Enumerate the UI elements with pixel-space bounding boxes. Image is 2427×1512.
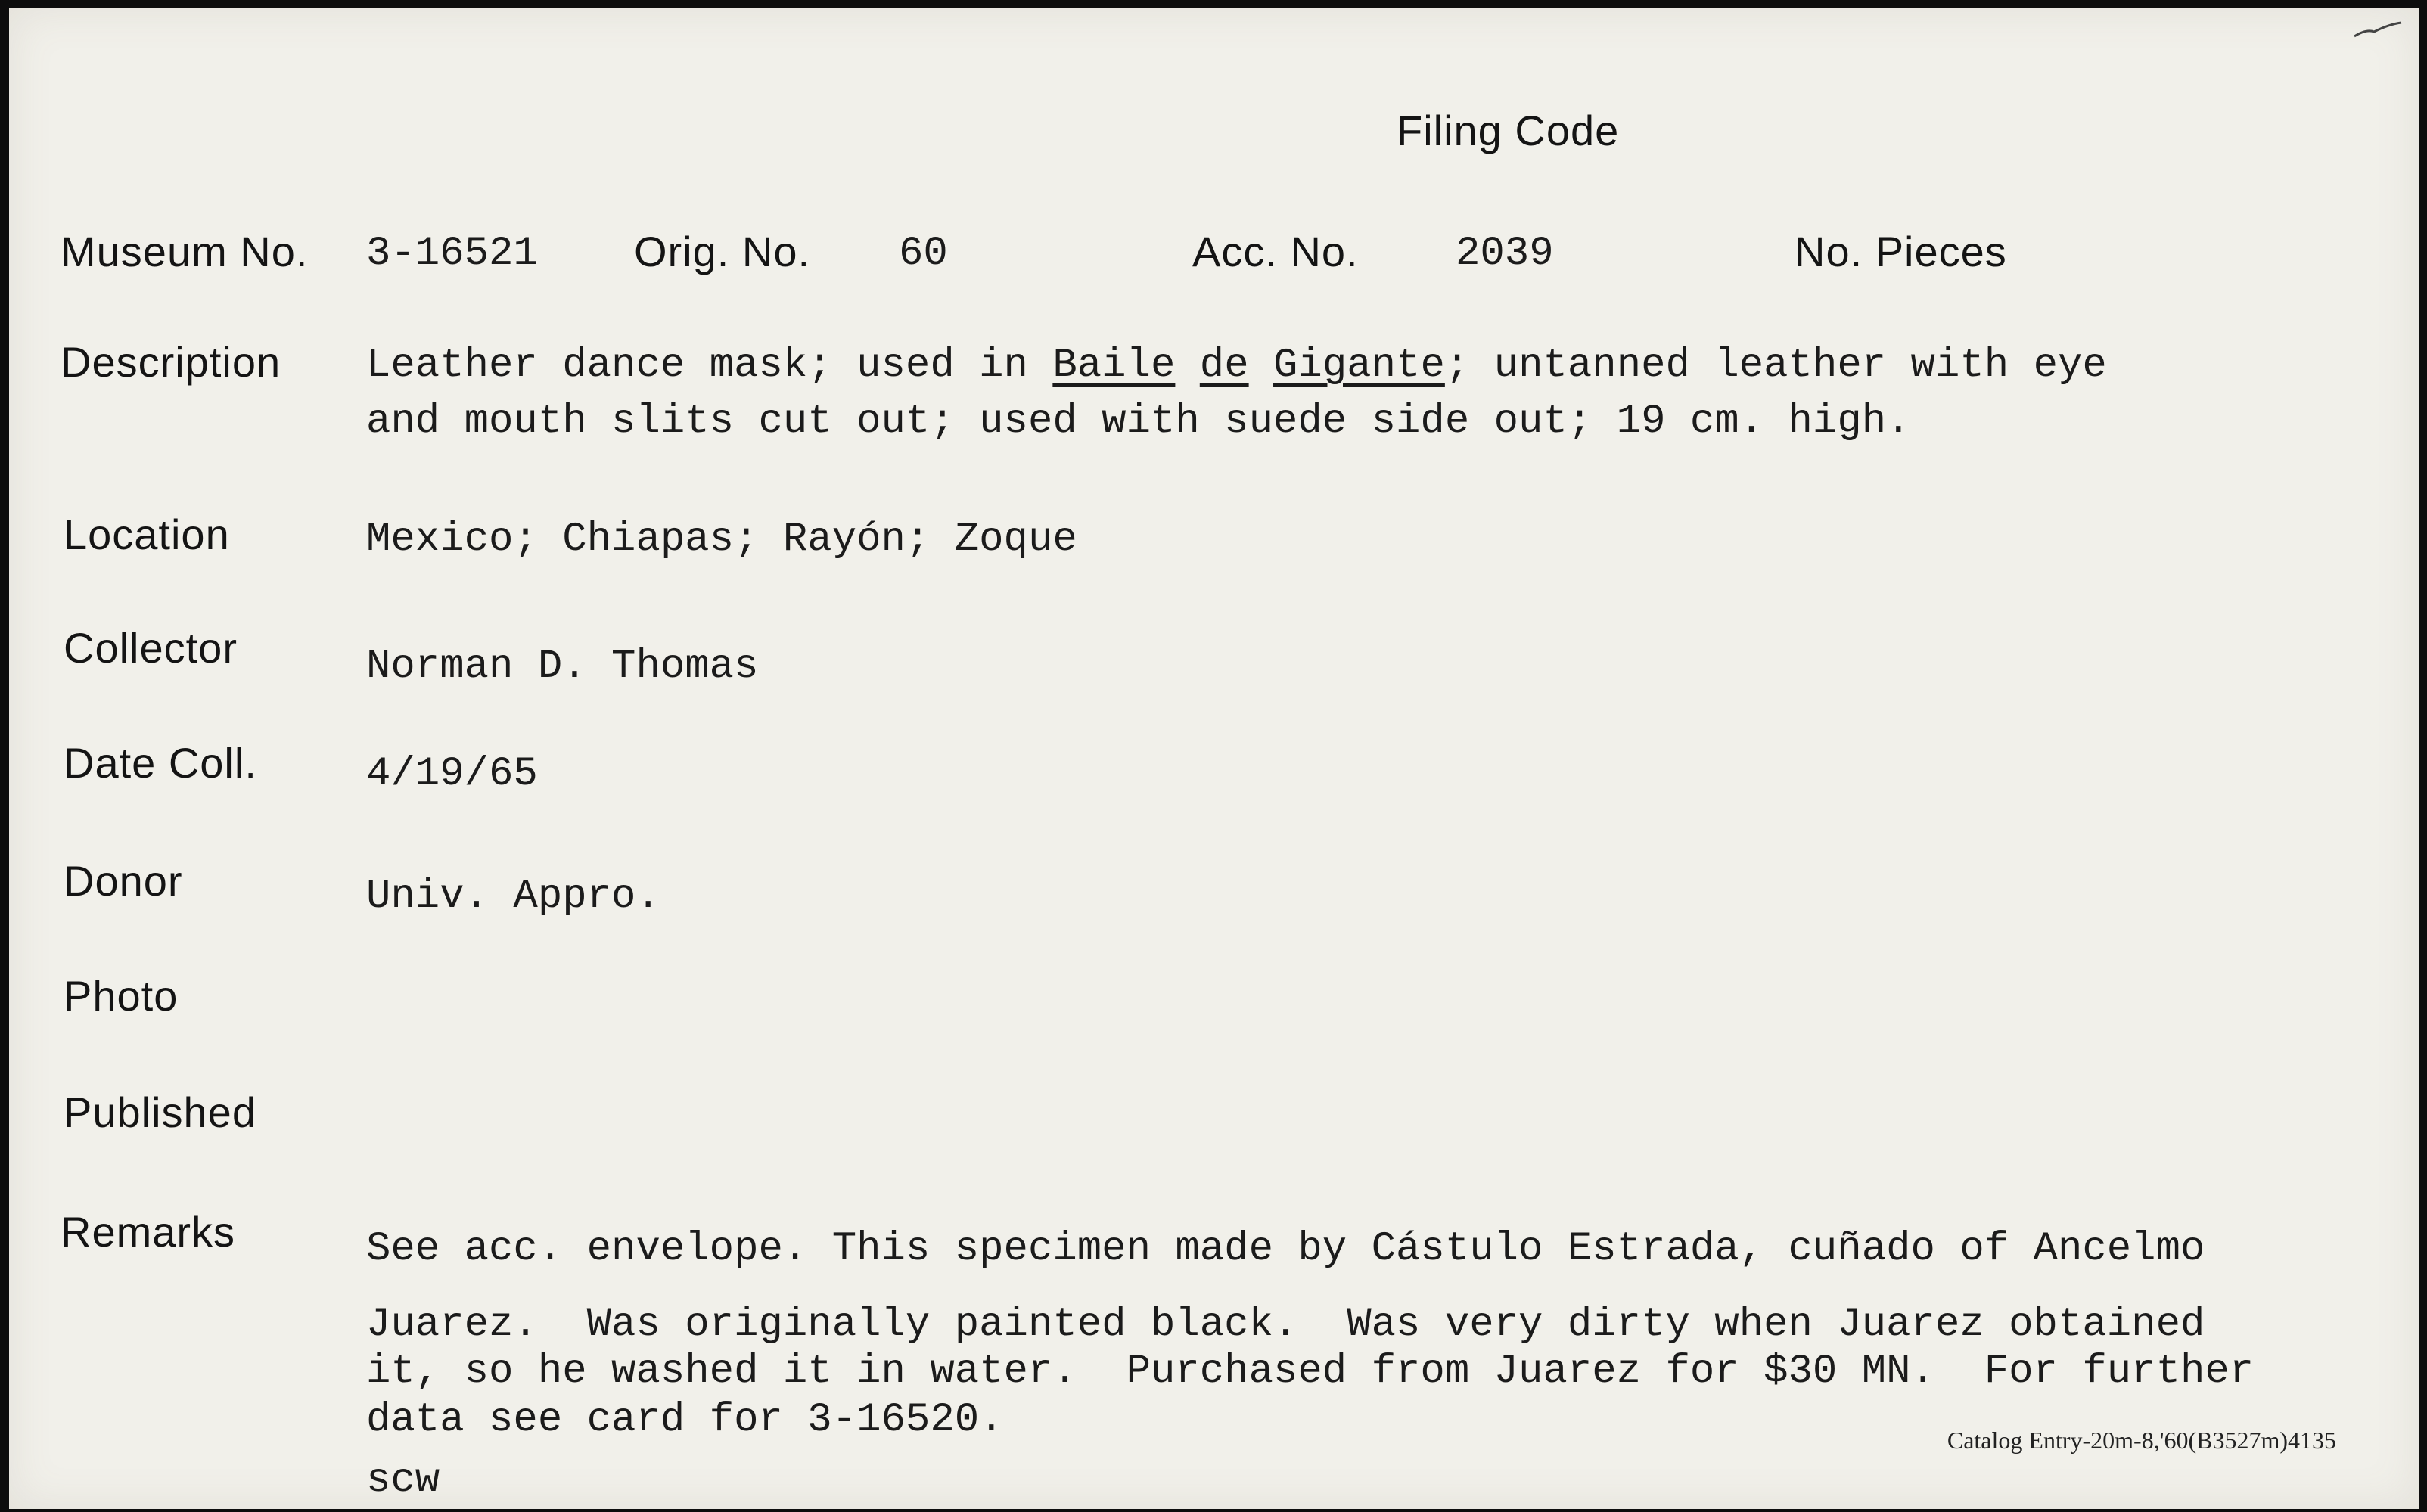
acc-no-label: Acc. No. (1192, 228, 1359, 275)
remarks-line-3: it, so he washed it in water. Purchased from Juarez for $30 MN. For further (366, 1349, 2255, 1395)
underlined-term: Gigante (1273, 343, 1445, 389)
location-label: Location (64, 511, 230, 558)
description-line-2: and mouth slits cut out; used with suede side out; 19 cm. high. (366, 399, 1911, 445)
no-pieces-label: No. Pieces (1795, 228, 2007, 275)
description-label: Description (61, 338, 281, 386)
underlined-term: de (1199, 343, 1249, 389)
remarks-line-2: Juarez. Was originally painted black. Was very dirty when Juarez obtained (366, 1302, 2205, 1348)
donor-label: Donor (64, 857, 183, 905)
photo-label: Photo (64, 972, 179, 1020)
museum-no-label: Museum No. (61, 228, 309, 275)
museum-no-value: 3-16521 (366, 231, 538, 277)
collector-value: Norman D. Thomas (366, 644, 759, 690)
orig-no-label: Orig. No. (634, 228, 811, 275)
orig-no-value: 60 (899, 231, 948, 277)
filing-code-label: Filing Code (1397, 107, 1620, 154)
remarks-label: Remarks (61, 1208, 236, 1256)
check-mark-icon (2351, 21, 2404, 51)
underlined-term: Baile (1052, 343, 1176, 389)
published-label: Published (64, 1088, 256, 1136)
remarks-line-1: See acc. envelope. This specimen made by Cástulo Estrada, cuñado of Ancelmo (366, 1226, 2205, 1272)
location-value: Mexico; Chiapas; Rayón; Zoque (366, 517, 1077, 563)
acc-no-value: 2039 (1456, 231, 1554, 277)
date-coll-label: Date Coll. (64, 739, 257, 787)
date-coll-value: 4/19/65 (366, 751, 538, 797)
description-line-1: Leather dance mask; used in Baile de Gigante; untanned leather with eye (366, 343, 2107, 389)
donor-value: Univ. Appro. (366, 874, 660, 920)
collector-label: Collector (64, 624, 238, 672)
catalog-entry-footer: Catalog Entry-20m-8,'60(B3527m)4135 (1947, 1427, 2336, 1454)
remarks-line-4: data see card for 3-16520. (366, 1397, 1004, 1443)
initials: scw (366, 1458, 440, 1504)
catalog-card (9, 8, 2419, 1509)
